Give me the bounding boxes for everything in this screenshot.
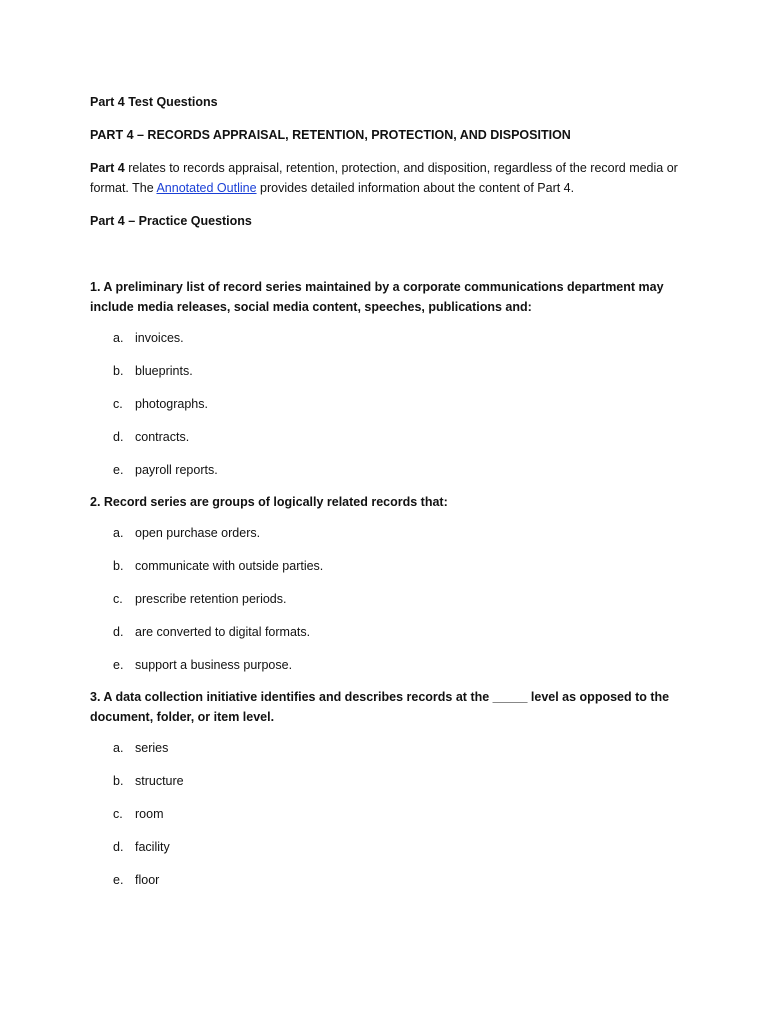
- list-item: [90, 361, 690, 381]
- option-letter: a.: [113, 331, 124, 345]
- option-text: facility: [135, 840, 170, 854]
- option-letter: b.: [113, 364, 124, 378]
- option-letter: d.: [113, 840, 124, 854]
- option-letter: c.: [113, 397, 123, 411]
- option-text: payroll reports.: [135, 463, 218, 477]
- option-text: are converted to digital formats.: [135, 625, 311, 639]
- question-3-options: [90, 738, 690, 890]
- option-text: floor: [135, 873, 160, 887]
- option-text: photographs.: [135, 397, 208, 411]
- option-letter: d.: [113, 430, 124, 444]
- list-item: [90, 738, 690, 758]
- section-title: PART 4 – RECORDS APPRAISAL, RETENTION, PROTECTION, AND DISPOSITION: [90, 128, 571, 142]
- option-letter: e.: [113, 658, 124, 672]
- option-letter: a.: [113, 526, 124, 540]
- intro-bold-lead: Part 4: [90, 161, 125, 175]
- list-item: [90, 837, 690, 857]
- list-item: [90, 771, 690, 791]
- list-item: [90, 427, 690, 447]
- list-item: [90, 589, 690, 609]
- option-letter: b.: [113, 559, 124, 573]
- option-text: communicate with outside parties.: [135, 559, 324, 573]
- option-text: support a business purpose.: [135, 658, 293, 672]
- list-item: [90, 556, 690, 576]
- option-text: blueprints.: [135, 364, 193, 378]
- list-item: [90, 394, 690, 414]
- document-title: Part 4 Test Questions: [90, 95, 218, 109]
- annotated-outline-link[interactable]: Annotated Outline: [156, 181, 257, 195]
- option-text: invoices.: [135, 331, 184, 345]
- option-text: structure: [135, 774, 184, 788]
- question-1: 1. A preliminary list of record series maintained by a corporate communications department may include media releases, social media content, speeches, publications and:: [90, 280, 664, 314]
- option-text: contracts.: [135, 430, 190, 444]
- intro-paragraph: [90, 158, 690, 198]
- list-item: [90, 655, 690, 675]
- list-item: [90, 328, 690, 348]
- option-text: room: [135, 807, 164, 821]
- option-text: prescribe retention periods.: [135, 592, 287, 606]
- option-letter: b.: [113, 774, 124, 788]
- question-3: 3. A data collection initiative identifies and describes records at the _____ level as opposed to the document, folder, or item level.: [90, 690, 670, 724]
- list-item: [90, 804, 690, 824]
- list-item: [90, 870, 690, 890]
- list-item: [90, 460, 690, 480]
- option-letter: e.: [113, 463, 124, 477]
- practice-questions-title: Part 4 – Practice Questions: [90, 214, 252, 228]
- question-2-options: [90, 523, 690, 675]
- option-letter: c.: [113, 592, 123, 606]
- option-text: open purchase orders.: [135, 526, 261, 540]
- question-2: 2. Record series are groups of logically related records that:: [90, 495, 448, 509]
- spacer: [90, 244, 690, 277]
- intro-text-before-link: relates to records appraisal, retention, protection, and disposition, regardless of the record media or format. The: [90, 161, 678, 195]
- option-text: series: [135, 741, 169, 755]
- document-content: [90, 92, 690, 902]
- list-item: [90, 523, 690, 543]
- intro-text-after-link: provides detailed information about the content of Part 4.: [256, 181, 575, 195]
- option-letter: c.: [113, 807, 123, 821]
- option-letter: d.: [113, 625, 124, 639]
- question-1-options: [90, 328, 690, 480]
- option-letter: e.: [113, 873, 124, 887]
- list-item: [90, 622, 690, 642]
- option-letter: a.: [113, 741, 124, 755]
